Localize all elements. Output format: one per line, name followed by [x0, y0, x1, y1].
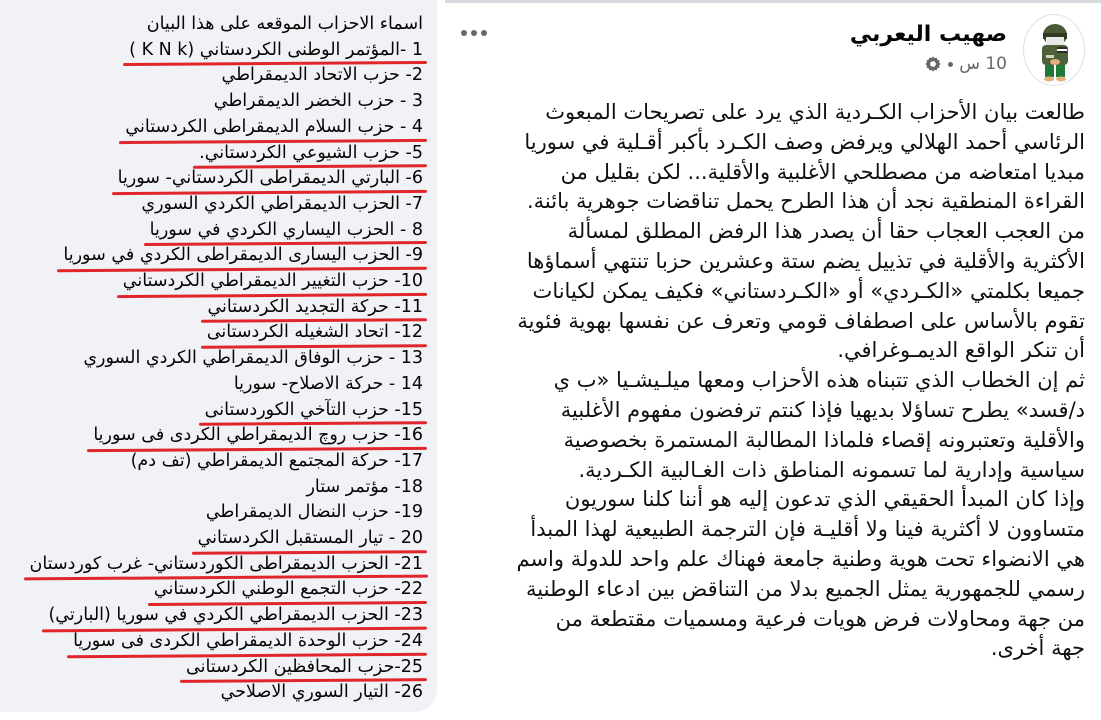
party-list-item	[0, 243, 423, 269]
party-list-item	[0, 320, 423, 346]
party-name: 5- حزب الشيوعي الكردستاني.	[199, 141, 423, 167]
party-name: 4 - حزب السلام الديمقراطى الكردستاني	[125, 115, 423, 141]
party-list-item	[0, 577, 423, 603]
party-name: 23- الحزب الديمقراطي الكردي في سوريا (البارتي)	[48, 603, 423, 629]
party-list-item	[0, 552, 423, 578]
post-text-line: ثم إن الخطاب الذي تتبناه هذه الأحزاب ومعها ميلـيشـيا «ب ي	[553, 368, 1085, 393]
post-text-line: وإذا كان المبدأ الحقيقي الذي تدعون إليه هو أننا كلنا سوريون	[564, 487, 1085, 512]
party-name: 25-حزب المحافظين الكردستانى	[186, 655, 423, 681]
party-name: 20 - تيار المستقبل الكردستاني	[198, 526, 423, 552]
post-text-line: سياسية وإدارية لما تسمونه المناطق ذات الغـالبية الكـردية.	[578, 457, 1085, 482]
party-name: 16- حزب روچ الديمقراطي الكردى فى سوريا	[93, 423, 423, 449]
party-name: 22- حزب التجمع الوطني الكردستاني	[154, 577, 423, 603]
party-list-item	[0, 269, 423, 295]
party-name: 13 - حزب الوفاق الديمقراطي الكردي السوري	[83, 348, 423, 369]
post-text-line: جميعا بكلمتي «الكـردي» أو «الكـردستاني» فكيف يمكن لكيانات	[532, 278, 1085, 303]
party-name: 1 -المؤتمر الوطنى الكردستاني (K N k )	[129, 38, 423, 64]
facebook-post	[445, 0, 1101, 720]
party-list-item	[0, 63, 423, 89]
post-text-line: رسمي للجمهورية يمثل الجميع بدلا من التناقض بين ادعاء الوطنية	[526, 576, 1085, 601]
party-list-title: اسماء الاحزاب الموقعه على هذا البيان	[146, 14, 423, 34]
party-list-item	[0, 398, 423, 424]
post-time[interactable]: 10 س	[959, 54, 1007, 74]
more-dots-icon	[481, 30, 487, 36]
more-options-button[interactable]	[461, 30, 487, 36]
party-name: 12- اتحاد الشغيله الكردستانى	[207, 320, 423, 346]
party-name: 21- الحزب الديمقراطى الكوردستاني- غرب كوردستان	[30, 552, 424, 578]
party-name: 14 - حركة الاصلاح- سوريا	[233, 373, 423, 394]
party-name: 18- مؤتمر ستار	[306, 476, 423, 497]
post-text-line: متساوون لا أكثرية فينا ولا أقليـة فإن الترجمة الطبيعية لهذا المبدأ	[530, 517, 1085, 542]
party-name: 3 - حزب الخضر الديمقراطي	[213, 91, 423, 112]
post-text	[460, 98, 1085, 664]
post-text-line: أن تنكر الواقع الديمـوغرافي.	[837, 338, 1085, 363]
more-dots-icon	[461, 30, 467, 36]
party-list-item	[0, 423, 423, 449]
post-text-line: طالعت بيان الأحزاب الكـردية الذي يرد على تصريحات المبعوث	[545, 100, 1085, 124]
post-text-line: د/قسد» يطرح تساؤلا بديهيا فإذا كنتم ترفضون مفهوم الأغلبية	[560, 397, 1085, 422]
author-name[interactable]: صهيب اليعربي	[849, 22, 1007, 47]
party-list-item	[0, 192, 423, 218]
party-name: 11- حركة التجديد الكردستاني	[207, 295, 423, 321]
party-list-item	[0, 346, 423, 372]
party-list-item	[0, 603, 423, 629]
party-list-item	[0, 141, 423, 167]
party-name: 2- حزب الاتحاد الديمقراطي	[221, 65, 423, 86]
post-meta	[924, 54, 1007, 74]
party-list-item	[0, 38, 423, 64]
post-text-line: تقوم بالأساس على اصطفاف قومي وتعرف عن نفسها بهوية فئوية	[517, 308, 1085, 333]
party-list-item	[0, 475, 423, 501]
party-name: 26- التيار السوري الاصلاحي	[220, 682, 423, 703]
party-name: 17- حركة المجتمع الديمقراطي (تف دم)	[130, 450, 423, 471]
post-text-line: الرئاسي أحمد الهلالي ويرفض وصف الكـرد بأكبر أقـلية في سوريا	[524, 129, 1085, 154]
post-text-line: هي الانضواء تحت هوية وطنية جامعة فهناك علم واحد للدولة واسم	[516, 546, 1085, 571]
party-list-item	[0, 629, 423, 655]
party-name: 6- البارتي الديمقراطى الكردستاني- سوريا	[118, 166, 423, 192]
party-list-item	[0, 500, 423, 526]
post-text-line: والأقلية وتعتبرونه إقصاء فلماذا المطالبة المستمرة بخصوصية	[563, 427, 1085, 452]
post-text-line: جهة أخرى.	[990, 636, 1085, 661]
post-text-line: الأكثرية والأقلية في تذييل يضم ستة وعشرين حزبا تنتهي أسماؤها	[526, 248, 1085, 273]
party-list-item	[0, 295, 423, 321]
soldier-avatar-icon	[1024, 15, 1085, 86]
party-name: 15- حزب التآخي الكوردستانى	[205, 398, 423, 424]
post-text-line: من جهة ومحاولات فرض هويات فرعية ومسميات مقتطعة من	[555, 606, 1085, 631]
more-dots-icon	[471, 30, 477, 36]
gear-icon[interactable]	[924, 55, 942, 73]
party-name: 24- حزب الوحدة الديمقراطي الكردى فى سوريا	[73, 629, 423, 655]
post-text-line: القراءة المنطقية نجد أن هذا الطرح يحمل تناقضات جوهرية بائنة.	[527, 189, 1085, 214]
party-name: 8 - الحزب اليساري الكردي في سوريا	[150, 218, 423, 244]
party-name: 19- حزب النضال الديمقراطي	[205, 502, 423, 523]
divider	[445, 0, 1101, 3]
post-text-line: من العجب العجاب حقا أن يصدر هذا الرفض المطلق لمسألة	[567, 219, 1085, 244]
party-list	[0, 12, 423, 706]
party-name: 9- الحزب اليسارى الديمقراطى الكردي في سوريا	[63, 243, 423, 269]
party-name: 7- الحزب الديمقراطي الكردي السوري	[141, 193, 423, 214]
party-list-item	[0, 218, 423, 244]
post-text-line: مبديا امتعاضه من مصطلحي الأغلبية والأقلية... لكن بقليل من	[560, 159, 1085, 184]
separator-dot	[948, 62, 953, 67]
party-list-item	[0, 166, 423, 192]
party-list-item	[0, 89, 423, 115]
party-list-item	[0, 655, 423, 681]
party-list-panel	[0, 0, 437, 712]
party-list-item	[0, 372, 423, 398]
party-list-item	[0, 115, 423, 141]
party-name: 10- حزب التغيير الديمقراطي الكردستاني	[123, 269, 423, 295]
party-list-item	[0, 526, 423, 552]
party-list-item	[0, 680, 423, 706]
author-avatar[interactable]	[1023, 14, 1085, 86]
party-list-item	[0, 449, 423, 475]
